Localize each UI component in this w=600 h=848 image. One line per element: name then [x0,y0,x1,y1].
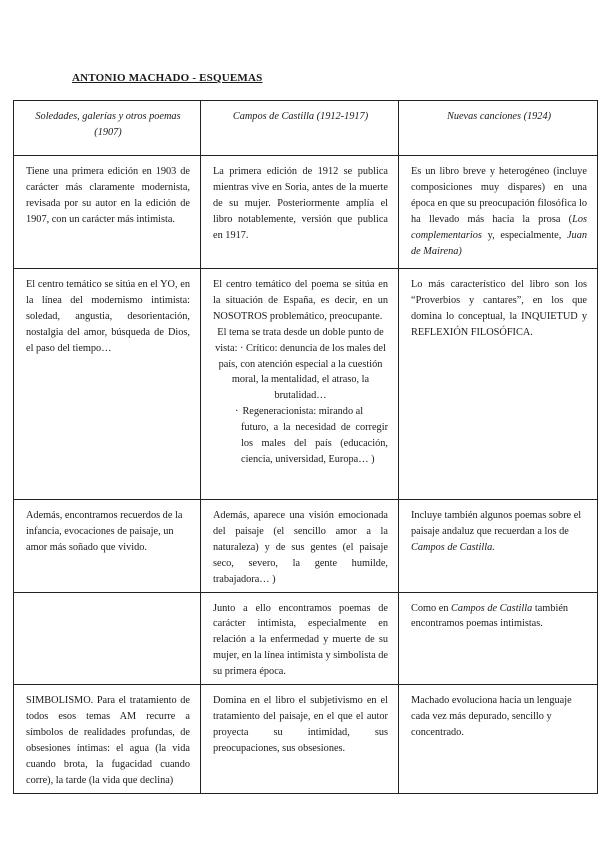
header-soledades: Soledades, galerías y otros poemas (1907) [14,101,201,156]
cell-soledades-edicion: Tiene una primera edición en 1903 de carácter más claramente modernista, revisada por su autor en la edición de 1907, con un carácter más intimista. [14,156,201,269]
cell-soledades-simbolismo: SIMBOLISMO. Para el tratamiento de todos esos temas AM recurre a símbolos de realidades profundas, de obsesiones íntimas: el agua (la vida cuando brota, la fugacidad cuando corre), la tarde (la vida que declina) [14,685,201,793]
cell-campos-edicion: La primera edición de 1912 se publica mientras vive en Soria, antes de la muerte de su mujer. Posteriormente amplía el libro notablemente, versión que publica en 1917. [201,156,399,269]
header-campos-de-castilla: Campos de Castilla (1912-1917) [201,101,399,156]
table-row [14,156,598,269]
cell-soledades-tema: El centro temático se sitúa en el YO, en la línea del modernismo intimista: soledad, angustia, desorientación, nostalgia del amor, búsqueda de Dios, el paso del tiempo… [14,269,201,500]
cell-campos-intimista: Junto a ello encontramos poemas de carácter intimista, especialmente en relación a la enfermedad y muerte de su mujer, en la línea intimista y simbolista de su primera época. [201,592,399,685]
cell-nuevas-descripcion: Es un libro breve y heterogéneo (incluye composiciones muy dispares) en una época en que su preocupación filosófica lo ha llevado más hacia la prosa (Los complementarios y, especialmente, Juan de Mairena) [399,156,598,269]
header-nuevas-canciones: Nuevas canciones (1924) [399,101,598,156]
bullet-icon: · [235,406,239,418]
table-row [14,269,598,500]
cell-soledades-recuerdos: Además, encontramos recuerdos de la infancia, evocaciones de paisaje, un amor más soñado que vivido. [14,500,201,593]
campos-tema-intro: El centro temático del poema se sitúa en la situación de España, es decir, en un NOSOTROS problemático, preocupante. [213,279,388,322]
cell-campos-paisaje: Además, aparece una visión emocionada del paisaje (el sencillo amor a la naturaleza) y de sus gentes (el paisaje seco, severo, la gente humilde, trabajadora… ) [201,500,399,593]
campos-tema-regeneracionista: · Regeneracionista: mirando al [235,406,364,418]
table-row [14,592,598,685]
cell-soledades-empty [14,592,201,685]
cell-nuevas-intimista: Como en Campos de Castilla también encontramos poemas intimistas. [399,592,598,685]
campos-tema-critico: El tema se trata desde un doble punto de vista: · Crítico: denuncia de los males del país, con atención especial a la cuestión moral, la mentalidad, el atraso, la brutalidad… [215,326,386,402]
cell-nuevas-lenguaje: Machado evoluciona hacia un lenguaje cada vez más depurado, sencillo y concentrado. [399,685,598,793]
table-row [14,500,598,593]
document-title: ANTONIO MACHADO - ESQUEMAS [72,72,263,84]
scheme-table [13,100,598,794]
cell-nuevas-paisaje: Incluye también algunos poemas sobre el paisaje andaluz que recuerdan a los de Campos de Castilla. [399,500,598,593]
table-row [14,685,598,793]
cell-campos-tema [201,269,399,500]
table-header-row [14,101,598,156]
cell-nuevas-tema: Lo más característico del libro son los “Proverbios y cantares”, en los que domina lo conceptual, la INQUIETUD y REFLEXIÓN FILOSÓFICA. [399,269,598,500]
cell-campos-subjetivismo: Domina en el libro el subjetivismo en el tratamiento del paisaje, en el que el autor proyecta su intimidad, sus preocupaciones, sus obsesiones. [201,685,399,793]
campos-tema-regeneracionista-body: futuro, a la necesidad de corregir los males del país (educación, ciencia, universidad, Europa… ) [241,422,388,465]
